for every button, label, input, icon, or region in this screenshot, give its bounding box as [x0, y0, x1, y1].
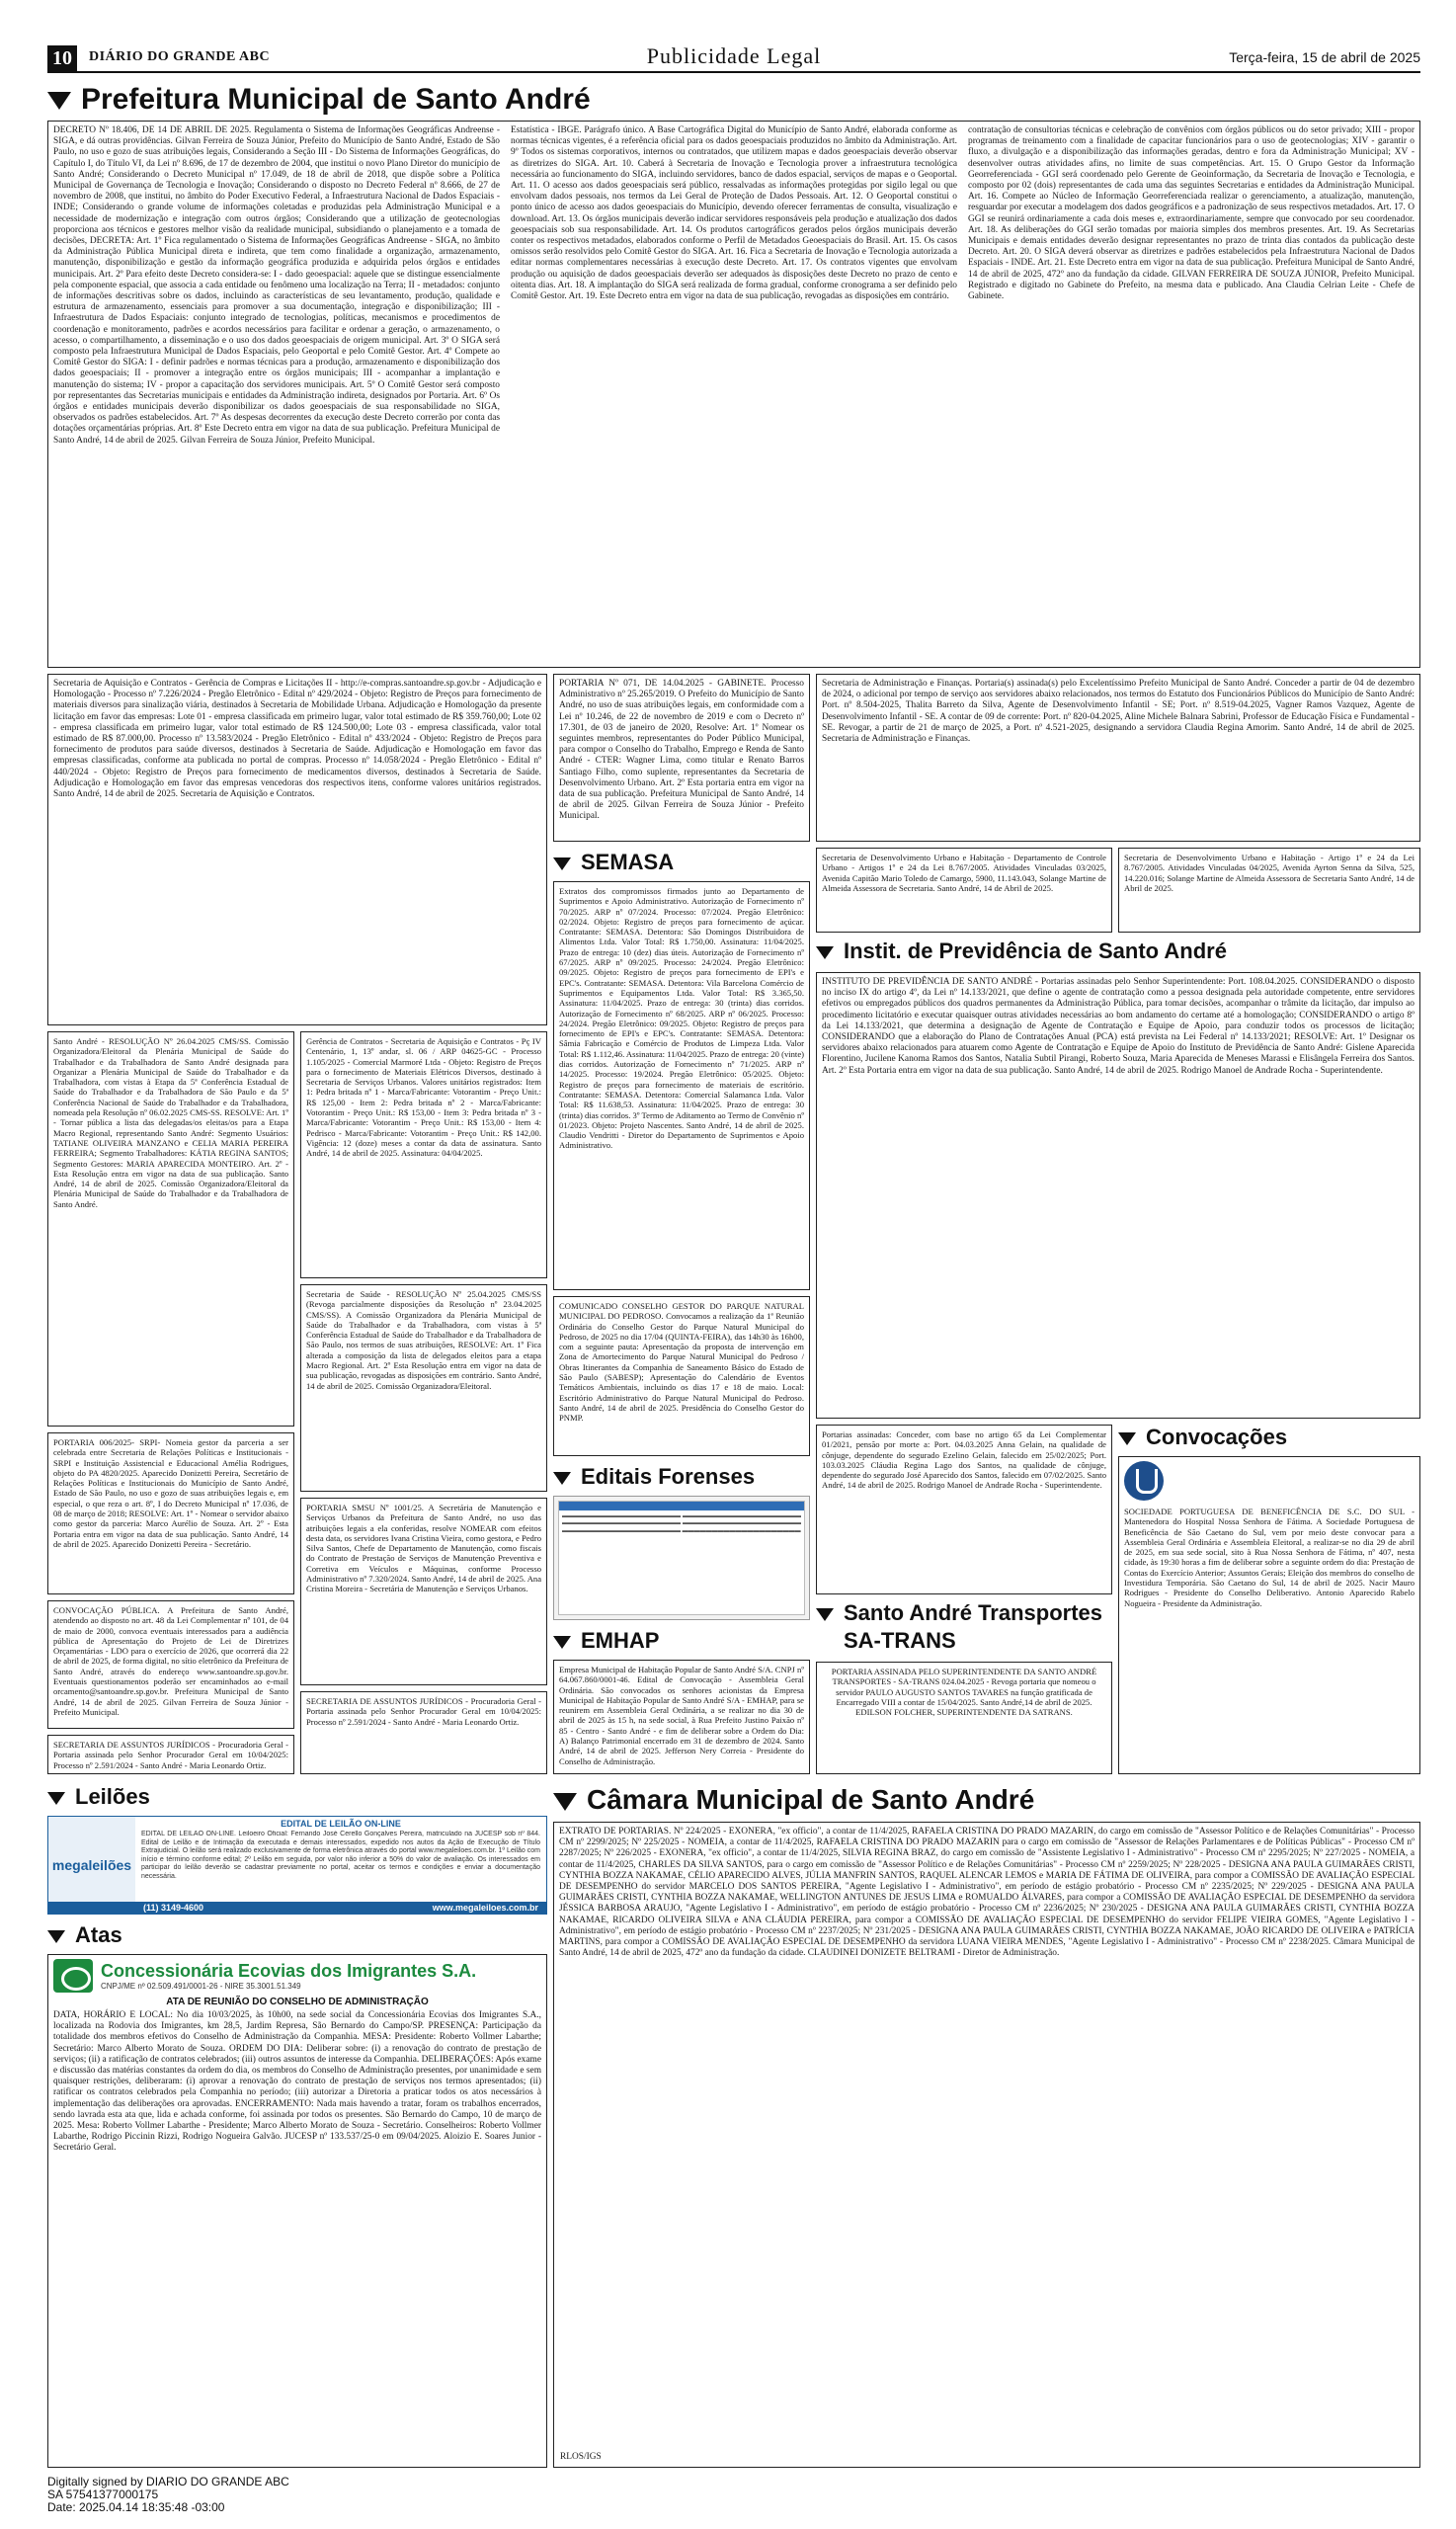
ipsa-portarias-text: Portarias assinadas: Conceder, com base no artigo 65 da Lei Complementar 01/2021, pensão por morte a: Port. 04.03.2025 Anna Gelain, na qualidade de cônjuge, dependente do segurado Ezelino Gelain, falecido em 25/02/2025; Port. 103.03.2025 Cláudia Regina Lago dos Santos, na qualidade de cônjuge, dependente do segurado José Aparecido dos Santos, falecido em 07/02/2025. Santo André, 14 de abril de 2025. Rodrigo Manoel de Andrade Rocha - Superintendente.	[822, 1429, 1106, 1491]
triangle-icon	[816, 1608, 834, 1621]
portaria-extra-text: SECRETARIA DE ASSUNTOS JURÍDICOS - Procuradoria Geral - Portaria assinada pelo Senhor Procurador Geral em 10/04/2025: Processo nº 2.591/2024 - Santo André - Maria Leonardo Ortiz.	[306, 1696, 541, 1727]
portaria-gabinete-block	[553, 674, 810, 842]
page-number: 10	[47, 45, 77, 71]
portaria-sripi-text: PORTARIA 006/2025- SRPI- Nomeia gestor da parceria a ser celebrada entre Secretaria de Relações Políticas e Institucionais - SRPI e Instituição Assistencial e Educacional Amélia Rodrigues, objeto do PA 4820/2025. Aparecido Donizetti Pereira, Secretário de Relações Políticas e Institucionais do Município de Santo André, Estado de São Paulo, no uso e gozo de suas atribuições legais e, em especial, o que reza o art. 8º, I do Decreto Municipal nº 17.036, de 08 de março de 2018; RESOLVE: Art. 1º - Nomear o servidor abaixo como gestor da parceria: Marco Aurélio de Souza. Art. 2º - Esta Portaria entra em vigor na data de sua publicação. Santo André, 14 de abril de 2025. Aparecido Donizetti Pereira - Secretário.	[53, 1437, 288, 1549]
secretaria-saude-text: Secretaria de Saúde - RESOLUÇÃO Nº 25.04.2025 CMS/SS (Revoga parcialmente disposições da Resolução nº 23.04.2025 CMS/SS). A Comissão Organizadora da Plenária Municipal de Saúde do Trabalhador e da Trabalhadora, com vistas à 5ª Conferência Estadual de Saúde do Trabalhador e da Trabalhadora de São Paulo, nos termos de suas atribuições, RESOLVE: Art. 1º Fica alterada a composição da lista de delegados eleitos para a etapa Macro Regional. Art. 2º Esta Resolução entra em vigor na data de sua publicação, revogadas as disposições em contrário. Santo André, 14 de abril de 2025. Comissão Organizadora/Eleitoral.	[306, 1289, 541, 1391]
emhap-text: Empresa Municipal de Habitação Popular de Santo André S/A. CNPJ nº 64.067.860/0001-46. Edital de Convocação - Assembleia Geral Ordinária. São convocados os senhores acionistas da Empresa Municipal de Habitação Popular de Santo André S/A - EMHAP, para se reunirem em Assembleia Geral Ordinária, a se realizar no dia 30 de abril de 2025 às 15 h, na sede social, à Rua Prefeito Justino Paixão nº 85 - Centro - Santo André - e fim de deliberar sobre a Ordem do Dia: A) Balanço Patrimonial encerrado em 31 de dezembro de 2024. Santo André, 14 de abril de 2025. Jefferson Nery Correia - Presidente do Conselho de Administração.	[559, 1665, 804, 1766]
triangle-icon	[553, 1793, 577, 1811]
triangle-icon	[553, 1636, 571, 1649]
signature-line-3: Date: 2025.04.14 18:35:48 -03:00	[47, 2500, 225, 2514]
camara-text: EXTRATO DE PORTARIAS. Nº 224/2025 - EXONERA, "ex officio", a contar de 11/4/2025, RAFAELA CRISTINA DO PRADO MAZARIN, do cargo em comissão de "Assessor Político e de Relações Comunitárias" - Processo CM nº 2299/2025; Nº 225/2025 - NOMEIA, a contar de 11/4/2025, RAFAELA CRISTINA DO PRADO MAZARIN para o cargo em comissão de "Assessor de Relações Parlamentares e de Políticas Públicas" - Processo CM nº 2287/2025; Nº 226/2025 - EXONERA, "ex officio", a contar de 11/4/2025, SILVIA REGINA BRAZ, do cargo em comissão de "Assistente Legislativo I - Administrativo" - Processo CM nº 2295/2025; Nº 227/2025 - NOMEIA, a contar de 11/4/2025, CHARLES DA SILVA SANTOS, para o cargo em comissão de "Assessor Político e de Relações Comunitárias" - Processo CM nº 2259/2025; Nº 228/2025 - DESIGNA ANA PAULA GUIMARÃES CRISTI, CYNTHIA BOZZA NAKAMAE, CÉLIO APARECIDO ALVES, JÚLIA MANFRIN SANTOS, RAQUEL ALENCAR LEMOS e MARIA DE FÁTIMA DE OLIVEIRA, para compor a COMISSÃO DE AVALIAÇÃO ESPECIAL DE DESEMPENHO do servidor MARCELO DOS SANTOS PEREIRA, "Agente Legislativo I - Administrativo", em período de estágio probatório - Processo CM nº 2235/2025; Nº 229/2025 - DESIGNA ANA PAULA GUIMARÃES CRISTI, CYNTHIA BOZZA NAKAMAE, WELLINGTON ANTUNES DE JESUS LIMA e ROMUALDO ÁLVARES, para compor a COMISSÃO DE AVALIAÇÃO ESPECIAL DE DESEMPENHO da servidora JÉSSICA BARBOSA ARAUJO, "Agente Legislativo I - Administrativo", em período de estágio probatório - Processo CM nº 2236/2025; Nº 230/2025 - DESIGNA ANA PAULA GUIMARÃES CRISTI, CYNTHIA BOZZA NAKAMAE, RICARDO OLIVEIRA SILVA e ANA CLÁUDIA PEREIRA, para compor a COMISSÃO DE AVALIAÇÃO ESPECIAL DE DESEMPENHO do servidor FELIPE VIEIRA GOMES, "Agente Legislativo I - Administrativo", em período de estágio probatório - Processo CM nº 2237/2025; Nº 231/2025 - DESIGNA ANA PAULA GUIMARÃES CRISTI, CYNTHIA BOZZA NAKAMAE, JOÃO RICARDO DE OLIVEIRA e PATRÍCIA MARTINS, para compor a COMISSÃO DE AVALIAÇÃO ESPECIAL DE DESEMPENHO da servidora LUANA VIEIRA MENDES, "Agente Legislativo I - Administrativo" - Processo CM nº 2238/2025. Câmara Municipal de Santo André, 14 de abril de 2025, 472º ano da fundação da cidade. CLAUDINEI DONIZETE BELTRAMI - Diretor de Administração.	[559, 1827, 1415, 1959]
section-title-ipsa: Instit. de Previdência de Santo André	[816, 938, 1227, 964]
megaleiloes-logo: megaleilões	[48, 1817, 135, 1914]
secretaria-saude-block	[300, 1284, 547, 1492]
section-title-atas: Atas	[47, 1922, 122, 1948]
triangle-icon	[553, 857, 571, 870]
semasa-block	[553, 881, 810, 1290]
ipsa-block	[816, 972, 1420, 1419]
decreto-col-1: DECRETO Nº 18.406, DE 14 DE ABRIL DE 2025. Regulamenta o Sistema de Informações Geográficas Andreense - SIGA, e dá outras providências. Gilvan Ferreira de Souza Júnior, Prefeito do Município de Santo André, Estado de São Paulo, no uso e gozo de suas atribuições legais, Considerando a Seção III - Do Sistema de Informações Geográficas, do Capítulo I, do Título VI, da Lei nº 8.696, de 17 de dezembro de 2004, que institui o novo Plano Diretor do município de Santo André; Considerando o Decreto Municipal nº 17.049, de 18 de abril de 2018, que dispõe sobre a Política Municipal de Governança de Tecnologia e Inovação; Considerando o disposto no Decreto Federal nº 8.666, de 27 de novembro de 2008, que institui, no âmbito do Poder Executivo Federal, a Infraestrutura Nacional de Dados Espaciais - INDE; Considerando o grande volume de informações coletadas e produzidas pela Administração Municipal e a necessidade de modernização e integração com outros órgãos; Considerando que a utilização de geotecnologias proporciona aos técnicos e gestores melhor visão da realidade municipal, subsidiando o planejamento e a tomada de decisões, DECRETA: Art. 1º Fica regulamentado o Sistema de Informações Geográficas Andreense - SIGA, no âmbito da Administração Pública Municipal direta e indireta, que tem como finalidade a organização, armazenamento, manutenção, disponibilização e gestão da informação geográfica produzida e adquirida pelos órgãos e entidades municipais. Art. 2º Para efeito deste Decreto considera-se: I - dado geoespacial: aquele que se distingue essencialmente pela componente espacial, que associa a cada entidade ou fenômeno uma localização na Terra; II - metadados: conjunto de informações descritivas sobre os dados, incluindo as características de seu levantamento, produção, qualidade e estrutura de armazenamento, essenciais para promover a sua documentação, integração e disponibilização; III - Infraestrutura de Dados Espaciais: conjunto integrado de tecnologias, políticas, mecanismos e procedimentos de coordenação e monitoramento, padrões e acordos necessários para facilitar e ordenar a geração, o armazenamento, o acesso, o compartilhamento, a disseminação e o uso dos dados geoespaciais de origem municipal. Art. 3º O SIGA será composto pela Infraestrutura Municipal de Dados Espaciais, pelo Geoportal e pelo Comitê Gestor. Art. 4º Compete ao Comitê Gestor do SIGA: I - definir padrões e normas técnicas para a produção, armazenamento e disponibilização dos dados geoespaciais; II - promover a integração entre os órgãos municipais; III - acompanhar a implantação e manutenção do sistema; IV - propor a capacitação dos servidores municipais. Art. 5º O Comitê Gestor será composto por representantes das Secretarias municipais e entidades da Administração indireta, designados por Portaria. Art. 6º Os órgãos e entidades municipais deverão disponibilizar os dados geoespaciais de sua responsabilidade no SIGA, observados os padrões estabelecidos. Art. 7º As despesas decorrentes da execução deste Decreto correrão por conta das dotações orçamentárias próprias. Art. 8º Este Decreto entra em vigor na data de sua publicação. Prefeitura Municipal de Santo André, 14 de abril de 2025. Gilvan Ferreira de Souza Júnior, Prefeito Municipal.	[53, 125, 500, 446]
section-title-editais: Editais Forenses	[553, 1464, 755, 1490]
section-title-semasa: SEMASA	[553, 850, 674, 875]
megaleiloes-phone: (11) 3149-4600	[143, 1903, 204, 1913]
ecovias-name: Concessionária Ecovias dos Imigrantes S.A.	[101, 1961, 477, 1981]
triangle-icon	[816, 946, 834, 959]
camara-signature: RLOS/IGS	[560, 2451, 602, 2462]
conselho-gestor-block	[553, 1296, 810, 1456]
satrans-block	[816, 1662, 1112, 1774]
portaria-smsu-text: PORTARIA SMSU Nº 1001/25. A Secretária de Manutenção e Serviços Urbanos da Prefeitura de Santo André, no uso das atribuições legais a ela conferidas, resolve NOMEAR com efeitos desta data, os servidores Ivana Cristina Vieira, como gestora, e Pedro Silva Santos, Chefe de Departamento de Manutenção, como fiscais do Contrato de Prestação de Serviços de Manutenção Preventiva e Corretiva em Veículos e Máquinas, conforme Processo Administrativo nº 7.320/2024. Santo André, 14 de abril de 2025. Ana Cristina Moreira - Secretária de Manutenção e Serviços Urbanos.	[306, 1503, 542, 1594]
ecovias-text: DATA, HORÁRIO E LOCAL: No dia 10/03/2025, às 10h00, na sede social da Concessionária Ecovias dos Imigrantes S.A., localizada na Rodovia dos Imigrantes, km 28,5, Jardim Represa, São Bernardo do Campo/SP. PRESENÇA: Participação da totalidade dos membros efetivos do Conselho de Administração da Companhia. MESA: Presidente: Roberto Vollmer Labarthe; Secretário: Marco Alberto Morato de Souza. ORDEM DO DIA: Deliberar sobre: (i) a renovação do contrato de prestação de serviços; (ii) a ratificação de contratos celebrados; (iii) outros assuntos de interesse da Companhia. DELIBERAÇÕES: Após exame e discussão das matérias constantes da ordem do dia, os membros do Conselho de Administração presentes, por unanimidade e sem quaisquer restrições, deliberaram: (i) aprovar a renovação do contrato de prestação de serviços nos termos apresentados; (ii) ratificar os contratos celebrados pela Companhia no período; (iii) autorizar a Diretoria a praticar todos os atos necessários à implementação das deliberações ora aprovadas. ENCERRAMENTO: Nada mais havendo a tratar, foram os trabalhos encerrados, sendo lavrada esta ata que, lida e achada conforme, foi assinada por todos os presentes. São Bernardo do Campo, 10 de março de 2025. Mesa: Roberto Vollmer Labarthe - Presidente; Marco Alberto Morato de Souza - Secretário. Conselheiros: Roberto Vollmer Labarthe, Rodrigo Piccinin Rizzi, Rodrigo Nogueira Galvão. JUCESP nº 133.537/25-0 em 09/04/2025. Aloizio E. Soares Junior - Secretário Geral.	[53, 2010, 541, 2154]
ecovias-logo-icon	[53, 1959, 93, 1993]
page-header	[47, 43, 1420, 73]
portaria-gabinete-text: PORTARIA Nº 071, DE 14.04.2025 - GABINETE. Processo Administrativo nº 25.265/2019. O Prefeito do Município de Santo André, no uso de suas atribuições legais, em conformidade com a Lei nº 10.246, de 22 de novembro de 2019 e com o Decreto nº 17.301, de 03 de janeiro de 2020, Resolve: Art. 1º Nomear os seguintes membros, representantes do Poder Público Municipal, para compor o Conselho do Trabalho, Emprego e Renda de Santo André - CTER: Wagner Lima, como titular e Renato Barros Santiago Filho, como suplente, representantes da Secretaria de Desenvolvimento Urbano. Art. 2º Esta portaria entra em vigor na data de sua publicação. Prefeitura Municipal de Santo André, 14 de abril de 2025. Gilvan Ferreira de Souza Júnior - Prefeito Municipal.	[559, 679, 804, 822]
section-title-camara: Câmara Municipal de Santo André	[553, 1784, 1034, 1816]
convocacao-text: SOCIEDADE PORTUGUESA DE BENEFICÊNCIA DE S.C. DO SUL - Mantenedora do Hospital Nossa Senhora de Fátima. A Sociedade Portuguesa de Beneficência de São Caetano do Sul, vem por meio deste convocar para a Assembleia Geral Ordinária e Assembleia Eleitoral, a realizar-se no dia 29 de abril de 2025, em sua sede social, sito à Rua Nossa Senhora de Fátima, nº 407, nesta cidade, às 19:30 horas a fim de deliberar sobre a seguinte ordem do dia: Prestação de Contas do Exercício Anterior; Assuntos Gerais; Eleição dos membros do conselho de Investidura Temporária. São Caetano do Sul, 14 de abril de 2025. Nacir Mauro Rodrigues - Presidente do Conselho Deliberativo. Antonio Aparecido Rabelo Nogueira - Presidente da Administração.	[1124, 1507, 1415, 1608]
convocacao-publica-block	[47, 1600, 294, 1729]
triangle-icon	[47, 1930, 65, 1943]
assuntos-juridicos-block	[47, 1735, 294, 1774]
section-title-leiloes: Leilões	[47, 1784, 150, 1810]
desenv-urbano-block-2	[1118, 848, 1420, 933]
desenv-urbano-block-1	[816, 848, 1112, 933]
triangle-icon	[47, 92, 71, 110]
fazenda-block	[816, 674, 1420, 842]
convocacao-publica-text: CONVOCAÇÃO PÚBLICA. A Prefeitura de Santo André, atendendo ao disposto no art. 48 da Lei Complementar nº 101, de 04 de maio de 2000, convoca eventuais interessados para a audiência pública de Apresentação do Projeto de Lei de Diretrizes Orçamentárias - LDO para o exercício de 2026, que ocorrerá dia 22 de abril de 2025, de forma digital, no sítio eletrônico da Prefeitura de Santo André, através do endereço www.santoandre.sp.gov.br. Eventuais questionamentos poderão ser encaminhados ao e-mail orcamento@santoandre.sp.gov.br. Prefeitura Municipal de Santo André, 14 de abril de 2025. Gilvan Ferreira de Souza Júnior - Prefeito Municipal.	[53, 1605, 288, 1717]
ipsa-portarias-block	[816, 1425, 1112, 1594]
hospital-logo-icon	[1124, 1461, 1164, 1501]
ecovias-title: ATA DE REUNIÃO DO CONSELHO DE ADMINISTRAÇÃO	[166, 1997, 429, 2007]
megaleiloes-banner	[47, 1816, 547, 1915]
resolucao-block	[47, 1031, 294, 1427]
triangle-icon	[1118, 1432, 1136, 1445]
section-title-satrans: Santo André Transportes	[816, 1600, 1102, 1626]
decreto-block	[47, 121, 1420, 668]
decreto-col-2: Estatística - IBGE. Parágrafo único. A Base Cartográfica Digital do Município de Santo André, elaborada conforme as normas técnicas vigentes, é a referência oficial para os dados geoespaciais produzidos no âmbito da Administração. Art. 9º Todos os sistemas corporativos, internos ou contratados, que utilizem mapas e dados geoespaciais deverão observar as diretrizes do SIGA. Art. 10. Caberá à Secretaria de Inovação e Tecnologia prover a infraestrutura tecnológica necessária ao funcionamento do SIGA, incluindo servidores, banco de dados espacial, serviços de mapas e o Geoportal. Art. 11. O acesso aos dados geoespaciais será público, ressalvadas as informações protegidas por sigilo legal ou que envolvam dados pessoais, nos termos da Lei Geral de Proteção de Dados Pessoais. Art. 12. O Geoportal constitui o ponto único de acesso aos dados geoespaciais do Município, devendo oferecer ferramentas de consulta, visualização e download. Art. 13. Os órgãos municipais deverão indicar servidores responsáveis pela produção e atualização dos dados geoespaciais sob sua responsabilidade. Art. 14. Os produtos cartográficos gerados pelos órgãos municipais deverão conter os respectivos metadados, elaborados conforme o Perfil de Metadados Geoespaciais do Brasil. Art. 15. Os casos omissos serão resolvidos pelo Comitê Gestor do SIGA. Art. 16. Fica a Secretaria de Inovação e Tecnologia autorizada a editar normas complementares necessárias à execução deste Decreto. Art. 17. Os contratos vigentes que envolvam produção ou aquisição de dados geoespaciais deverão ser adequados às disposições deste Decreto no prazo de cento e oitenta dias. Art. 18. A implantação do SIGA será realizada de forma gradual, conforme cronograma a ser definido pelo Comitê Gestor. Art. 19. Este Decreto entra em vigor na data de sua publicação, revogadas as disposições em contrário.	[511, 125, 957, 302]
pregao-block	[300, 1031, 547, 1278]
licitacao-text: Secretaria de Aquisição e Contratos - Gerência de Compras e Licitações II - http://e-compras.santoandre.sp.gov.br - Adjudicação e Homologação - Processo nº 7.226/2024 - Pregão Eletrônico - Edital nº 429/2024 - Objeto: Registro de Preços para fornecimento de materiais diversos para sinalização viária, destinados à Secretaria de Mobilidade Urbana. Adjudicação e Homologação da presente licitação em favor das empresas: Lote 01 - empresa classificada em primeiro lugar, valor total estimado de R$ 359.760,00; Lote 02 - empresa classificada em primeiro lugar, valor total estimado de R$ 124.500,00; Lote 03 - empresa classificada, valor total estimado de R$ 87.000,00. Processo nº 13.583/2024 - Pregão Eletrônico - Edital nº 433/2024 - Objeto: Registro de Preços para fornecimento de produtos para saúde diversos, destinados à Secretaria de Saúde. Adjudicação e Homologação em favor das empresas classificadas, conforme ata publicada no portal de compras. Processo nº 14.058/2024 - Pregão Eletrônico - Edital nº 440/2024 - Objeto: Registro de Preços para fornecimento de medicamentos diversos, destinados à Secretaria de Saúde. Adjudicação e Homologação em favor das empresas vencedoras dos respectivos itens, conforme valores unitários registrados. Santo André, 14 de abril de 2025. Secretaria de Aquisição e Contratos.	[53, 679, 541, 800]
section-title-prefeitura: Prefeitura Municipal de Santo André	[47, 83, 591, 117]
satrans-text: PORTARIA ASSINADA PELO SUPERINTENDENTE DA SANTO ANDRÉ TRANSPORTES - SA-TRANS 024.04.2025 - Revoga portaria que nomeou o servidor PAULO AUGUSTO SANTOS TAVARES na função gratificada de Encarregado VIII a contar de 15/04/2025. Santo André,14 de abril de 2025. EDILSON FOLCHER, SUPERINTENDENTE DA SATRANS.	[831, 1667, 1097, 1718]
edital-forense-header	[559, 1502, 804, 1510]
triangle-icon	[553, 1472, 571, 1485]
issue-date: Terça-feira, 15 de abril de 2025	[1229, 49, 1420, 65]
portaria-smsu-block	[300, 1498, 547, 1685]
ipsa-text: INSTITUTO DE PREVIDÊNCIA DE SANTO ANDRÉ - Portarias assinadas pelo Senhor Superintendente: Port. 108.04.2025. CONSIDERANDO o disposto no inciso IX do artigo 4º, da Lei nº 14.133/2021, que define o agente de contratação como a pessoa designada pela autoridade competente, entre servidores efetivos ou empregados públicos dos quadros permanentes da Administração Pública, para tomar decisões, acompanhar o trâmite da licitação, dar impulso ao procedimento licitatório e executar quaisquer outras atividades necessárias ao bom andamento do certame até a homologação; CONSIDERANDO o artigo 8º da Lei 14.133/2021, que determina a designação de Agente de Contratação e Equipe de Apoio, para conduzir todos os processos de licitação; CONSIDERANDO que a elaboração do Plano de Contratações Anual (PCA) está prevista na Lei Federal nº 14.133/2021; RESOLVE: Art. 1º Designar os servidores abaixo relacionados para atuarem como Agente de Contratação e Equipe de Apoio do Instituto de Previdência de Santo André: Gislene Aparecida Florentino, Jucilene Kanoma Ramos dos Santos, Natalia Subtil Pirangi, Roberto Souza, Maria Aparecida de Meneses Marassi e Elisângela Ferreira dos Santos. Art. 2º Esta Portaria entra em vigor na data de sua publicação. Santo André, 14 de abril de 2025. Rodrigo Manoel de Andrade Rocha - Superintendente.	[822, 977, 1415, 1076]
semasa-text: Extratos dos compromissos firmados junto ao Departamento de Suprimentos e Apoio Administrativo. Autorização de Fornecimento nº 70/2025. ARP nº 07/2024. Processo: 07/2024. Pregão Eletrônico: 02/2024. Objeto: Registro de preços para fornecimento de açúcar. Contratante: SEMASA. Detentora: São Domingos Distribuidora de Alimentos Ltda. Valor Total: R$ 1.750,00. Assinatura: 11/04/2025. Prazo de entrega: 10 (dez) dias úteis. Autorização de Fornecimento nº 67/2025. ARP nº 09/2025. Processo: 24/2024. Pregão Eletrônico: 09/2025. Objeto: Registro de preços para fornecimento de EPI's e EPC's. Contratante: SEMASA. Detentora: Vila Barcelona Comércio de Suprimentos e Equipamentos Ltda. Valor Total: R$ 3.365,50. Assinatura: 11/04/2025. Prazo de entrega: 30 (trinta) dias corridos. Autorização de Fornecimento nº 68/2025. ARP nº 06/2025. Processo: 24/2024. Pregão Eletrônico: 09/2025. Objeto: Registro de preços para fornecimento de EPI's e EPC's. Contratante: SEMASA. Detentora: Sâmia Fabricação e Comércio de Produtos de Limpeza Ltda. Valor Total: R$ 1.112,46. Assinatura: 11/04/2025. Prazo de entrega: 20 (vinte) dias corridos. Autorização de Fornecimento nº 71/2025. ARP nº 14/2025. Processo: 19/2024. Pregão Eletrônico: 05/2025. Objeto: Registro de preços para fornecimento de materiais de escritório. Contratante: SEMASA. Detentora: Comercial Salamanca Ltda. Valor Total: R$ 11.638,53. Assinatura: 11/04/2025. Prazo de entrega: 30 (trinta) dias corridos. 3º Termo de Aditamento ao Termo de Convênio nº 01/2023. Objeto: Projeto Nascentes. Santo André, 14 de abril de 2025. Claudio Vendritti - Diretor do Departamento de Suprimentos e Apoio Administrativo.	[559, 886, 804, 1151]
ecovias-ata-block	[47, 1954, 547, 2468]
decreto-col-3: contratação de consultorias técnicas e celebração de convênios com órgãos públicos ou do setor privado; XIII - propor programas de treinamento com a finalidade de capacitar funcionários para o uso de geotecnologias; XIV - garantir o fluxo, a divulgação e a disponibilização das informações geradas, dentro e fora da Administração Municipal; XV - desenvolver outras atividades afins, no limite de suas competências. Art. 15. O Grupo Gestor da Informação Georreferenciada - GGI será coordenado pelo Gerente de Geoinformação, da Secretaria de Inovação e Tecnologia, e composto por 02 (dois) representantes de cada uma das seguintes Secretarias e entidades da Administração Municipal. Art. 16. Compete ao Núcleo de Informação Georreferenciada realizar o gerenciamento, a atualização, manutenção, resguardar por executar a modelagem dos dados geográficos e a padronização de seus respectivos metadados. Art. 17. O GGI se reunirá ordinariamente a cada dois meses e, extraordinariamente, sempre que convocado por seu coordenador. Art. 18. As deliberações do GGI serão tomadas por maioria simples dos membros presentes. Art. 19. As Secretarias Municipais e demais entidades deverão designar representantes no prazo de trinta dias contados da publicação deste Decreto. Art. 20. O SIGA deverá observar as diretrizes e padrões estabelecidos pela Infraestrutura Nacional de Dados Espaciais - INDE. Art. 21. Este Decreto entra em vigor na data de sua publicação. Prefeitura Municipal de Santo André, 14 de abril de 2025, 472º ano da fundação da cidade. GILVAN FERREIRA DE SOUZA JÚNIOR, Prefeito Municipal. Registrado e digitado no Gabinete do Prefeito, na mesma data e publicado. Ana Claudia Celrian Leite - Chefe de Gabinete.	[968, 125, 1415, 302]
sociedade-logo	[1124, 1461, 1415, 1501]
signature-line-1: Digitally signed by DIARIO DO GRANDE ABC	[47, 2475, 289, 2488]
convocacao-block	[1118, 1456, 1420, 1774]
section-title-satrans-sub: SA-TRANS	[844, 1628, 956, 1653]
emhap-block	[553, 1660, 810, 1774]
ecovias-header	[53, 1959, 541, 1993]
assuntos-juridicos-text: SECRETARIA DE ASSUNTOS JURÍDICOS - Procuradoria Geral - Portaria assinada pelo Senhor Procurador Geral em 10/04/2025: Processo nº 2.591/2024 - Santo André - Maria Leonardo Ortiz.	[53, 1740, 288, 1770]
edital-forense-image	[553, 1496, 810, 1620]
pregao-text: Gerência de Contratos - Secretaria de Aquisição e Contratos - Pç IV Centenário, 1, 13º andar, sl. 06 / ARP 04625-GC - Processo 1.105/2025 - Comercial Marmoré Ltda - Objeto: Registro de Preços para o fornecimento de Materiais Elétricos Diversos, destinado à Secretaria de Serviços Urbanos. Valores unitários registrados: Item 1: Pedra britada nº 1 - Marca/Fabricante: Votorantim - Preço Unit.: R$ 125,00 - Item 2: Pedra britada nº 2 - Marca/Fabricante: Votorantim - Preço Unit.: R$ 153,00 - Item 3: Pedra britada nº 3 - Marca/Fabricante: Votorantim - Preço Unit.: R$ 153,00 - Item 4: Pedrisco - Marca/Fabricante: Votorantim - Preço Unit.: R$ 142,00. Vigência: 12 (doze) meses a contar da data de assinatura. Santo André, 14 de abril de 2025. Assinatura: 04/04/2025.	[306, 1036, 541, 1159]
ecovias-cnpj: CNPJ/ME nº 02.509.491/0001-26 - NIRE 35.3001.51.349	[101, 1982, 301, 1991]
section-title-convocacoes: Convocações	[1118, 1425, 1287, 1450]
digital-signature	[47, 2476, 289, 2514]
megaleiloes-url[interactable]: www.megaleiloes.com.br	[432, 1903, 538, 1913]
portaria-extra-block	[300, 1691, 547, 1774]
portaria-sripi-block	[47, 1432, 294, 1594]
fazenda-text: Secretaria de Administração e Finanças. Portaria(s) assinada(s) pelo Excelentíssimo Prefeito Municipal de Santo André. Conceder a partir de 04 de dezembro de 2024, o adicional por tempo de serviço aos servidores abaixo relacionados, nos termos do Estatuto dos Funcionários Públicos do Município de Santo André: Port. nº 8.504-2025, Thalita Barreto da Silva, Agente de Desenvolvimento Infantil - SE; Port. nº 8.519-04.2025, Vagner Ramos Vazquez, Agente de Desenvolvimento Infantil - SE. A contar de 09 de corrente: Port. nº 820-04.2025, Aline Michele Balnara Sabrini, Professor de Educação Física e Fundamental - SE. Revogar, a partir de 21 de março de 2025, a Port. nº 4.521-2025, designando a servidora Claudia Regina Amorim. Santo André, 14 de abril de 2025. Secretaria de Administração e Finanças.	[822, 679, 1415, 745]
signature-line-2: SA 57541377000175	[47, 2488, 159, 2501]
edital-forense-fineprint: ▬▬▬▬▬▬▬▬▬▬▬▬▬▬▬▬▬▬▬▬ ▬▬▬▬▬▬▬▬▬▬▬▬▬▬▬▬▬▬▬▬ ▬▬▬▬▬▬▬▬▬▬▬▬▬▬▬▬▬▬▬▬ ▬▬▬▬▬▬▬▬▬▬▬▬▬▬▬▬▬▬▬▬ ▬▬▬▬▬▬▬▬▬▬▬▬▬▬▬▬▬▬▬▬ ▬▬▬▬▬▬▬▬▬▬▬▬▬▬▬▬▬▬▬▬	[562, 1513, 801, 1534]
triangle-icon	[47, 1792, 65, 1805]
megaleiloes-footer	[48, 1902, 546, 1914]
desenv-urbano-text-1: Secretaria de Desenvolvimento Urbano e Habitação - Departamento de Controle Urbano - Artigos 1º e 24 da Lei 8.767/2005. Atividades Vinculadas 03/2025, Avenida Capitão Mario Toledo de Camargo, 5900, 11.143.043, Solange Martine de Almeida Assessora de Secretaria. Santo André, 14 de Abril de 2025.	[822, 853, 1106, 893]
conselho-gestor-text: COMUNICADO CONSELHO GESTOR DO PARQUE NATURAL MUNICIPAL DO PEDROSO. Convocamos a realização da 1ª Reunião Ordinária do Conselho Gestor do Parque Natural Municipal do Pedroso, de 2025 no dia 17/04 (QUINTA-FEIRA), das 14h30 às 16h00, com a seguinte pauta: Apresentação da proposta de intervenção em Zona de Amortecimento do Parque Natural Municipal do Pedroso / Obras Itinerantes da Companhia de Saneamento Básico do Estado de São Paulo (SABESP); Apresentação do Calendário de Eventos Temáticos Ambientais, incluindo os dias 17 e 18 de maio. Local: Escritório Administrativo do Parque Natural Municipal do Pedroso. Santo André, 14 de abril de 2025. Presidência do Conselho Gestor do PNMP.	[559, 1301, 804, 1424]
resolucao-text: Santo André - RESOLUÇÃO Nº 26.04.2025 CMS/SS. Comissão Organizadora/Eleitoral da Plenária Municipal de Saúde do Trabalhador e da Trabalhadora de Santo André designada para Organizar a Plenária Municipal de Saúde do Trabalhador e da Trabalhadora, com vistas à Etapa da 5ª Conferência Estadual de Saúde do Trabalhador e da Trabalhadora de São Paulo e da 5ª Conferência Nacional de Saúde do Trabalhador e da Trabalhadora, nomeada pela Resolução nº 06.02.2025 CMS-SS. RESOLVE: Art. 1º - Tornar pública a lista das delegadas/os eleitas/os para a Etapa Macro Regional, representando Santo André: Segmento Usuários: TATIANE OLIVEIRA MANZANO e CELIA MARIA PEREIRA FERREIRA; Segmento Trabalhadores: KÁTIA REGINA SANTOS; Segmento Gestores: MARIA APARECIDA MONTEIRO. Art. 2º - Esta Resolução entra em vigor na data de sua publicação. Santo André, 14 de abril de 2025. Comissão Organizadora/Eleitoral da Plenária Municipal de Saúde do Trabalhador e da Trabalhadora de Santo André.	[53, 1036, 288, 1209]
licitacao-block	[47, 674, 547, 1025]
desenv-urbano-text-2: Secretaria de Desenvolvimento Urbano e Habitação - Artigo 1º e 24 da Lei 8.767/2005. Atividades Vinculadas 04/2025, Avenida Ayrton Senna da Silva, 525, 14.220.016; Solange Martine de Almeida Assessora de Secretaria Santo André, 14 de Abril de 2025.	[1124, 853, 1415, 893]
newspaper-name: DIÁRIO DO GRANDE ABC	[89, 49, 271, 64]
megaleiloes-heading: EDITAL DE LEILÃO ON-LINE	[281, 1819, 401, 1829]
section-name: Publicidade Legal	[646, 43, 822, 68]
megaleiloes-text: EDITAL DE LEILÃO ON-LINE. Leiloeiro Oficial: Fernando José Cerello Gonçalves Pereira, matriculado na JUCESP sob nº 844. Edital de Leilão e de Intimação da executada e demais interessados, expedido nos autos da Ação de Execução de Título Extrajudicial. O leilão será realizado exclusivamente de forma eletrônica através do portal www.megaleiloes.com.br. 1º Leilão com início e término conforme edital; 2º Leilão em seguida, por valor não inferior a 50% do valor de avaliação. Os interessados em participar do leilão deverão se cadastrar previamente no portal, aceitar os termos e condições e enviar a documentação necessária.	[141, 1831, 540, 1880]
camara-block	[553, 1822, 1420, 2468]
section-title-emhap: EMHAP	[553, 1628, 659, 1654]
